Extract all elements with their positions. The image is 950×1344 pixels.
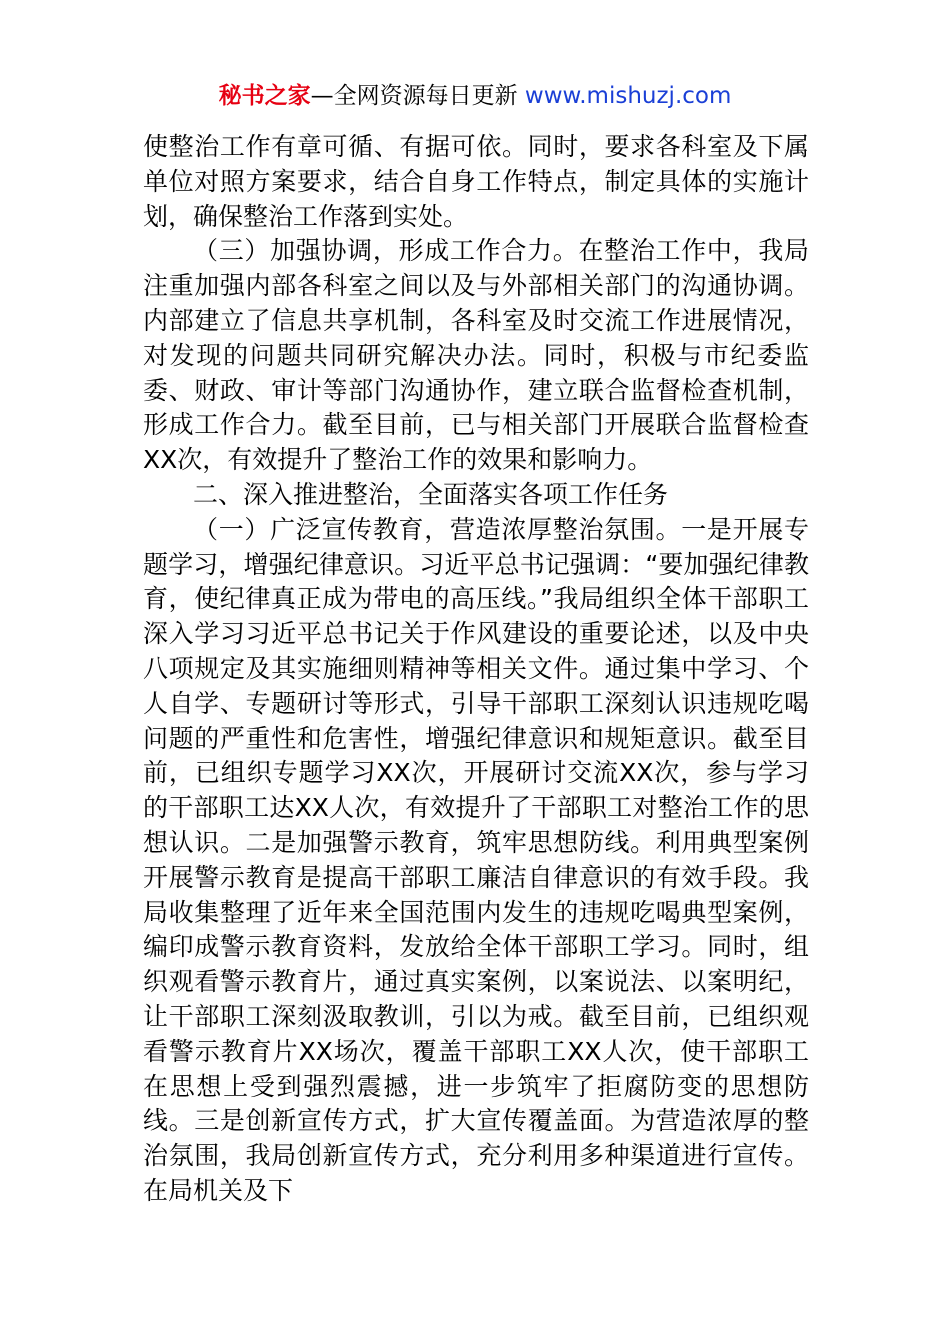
paragraph-coordination: （三）加强协调，形成工作合力。在整治工作中，我局注重加强内部各科室之间以及与外部相关部门的沟通协调。内部建立了信息共享机制，各科室及时交流工作进展情况，对发现的问题共同研究解决办法。同时，积极与市纪委监委、财政、审计等部门沟通协作，建立联合监督检查机制，形成工作合力。截至目前，已与相关部门开展联合监督检查XX次，有效提升了整治工作的效果和影响力。 (143, 236, 809, 475)
site-header (0, 80, 950, 112)
section-heading: 二、深入推进整治，全面落实各项工作任务 (193, 479, 669, 509)
paragraph-continuation: 使整治工作有章可循、有据可依。同时，要求各科室及下属单位对照方案要求，结合自身工作特点，制定具体的实施计划，确保整治工作落到实处。 (143, 132, 809, 231)
site-url: www.mishuzj.com (524, 83, 732, 109)
paragraph-education: （一）广泛宣传教育，营造浓厚整治氛围。一是开展专题学习，增强纪律意识。习近平总书记强调：“要加强纪律教育，使纪律真正成为带电的高压线。”我局组织全体干部职工深入学习习近平总书记关于作风建设的重要论述，以及中央八项规定及其实施细则精神等相关文件。通过集中学习、个人自学、专题研讨等形式，引导干部职工深刻认识违规吃喝问题的严重性和危害性，增强纪律意识和规矩意识。截至目前，已组织专题学习XX次，开展研讨交流XX次，参与学习的干部职工达XX人次，有效提升了干部职工对整治工作的思想认识。二是加强警示教育，筑牢思想防线。利用典型案例开展警示教育是提高干部职工廉洁自律意识的有效手段。我局收集整理了近年来全国范围内发生的违规吃喝典型案例，编印成警示教育资料，发放给全体干部职工学习。同时，组织观看警示教育片，通过真实案例，以案说法、以案明纪，让干部职工深刻汲取教训，引以为戒。截至目前，已组织观看警示教育片XX场次，覆盖干部职工XX人次，使干部职工在思想上受到强烈震撼，进一步筑牢了拒腐防变的思想防线。三是创新宣传方式，扩大宣传覆盖面。为营造浓厚的整治氛围，我局创新宣传方式，充分利用多种渠道进行宣传。在局机关及下 (143, 514, 809, 1205)
header-tagline: —全网资源每日更新 (310, 83, 525, 109)
brand-name: 秘书之家 (218, 83, 311, 109)
document-body (143, 130, 809, 1209)
